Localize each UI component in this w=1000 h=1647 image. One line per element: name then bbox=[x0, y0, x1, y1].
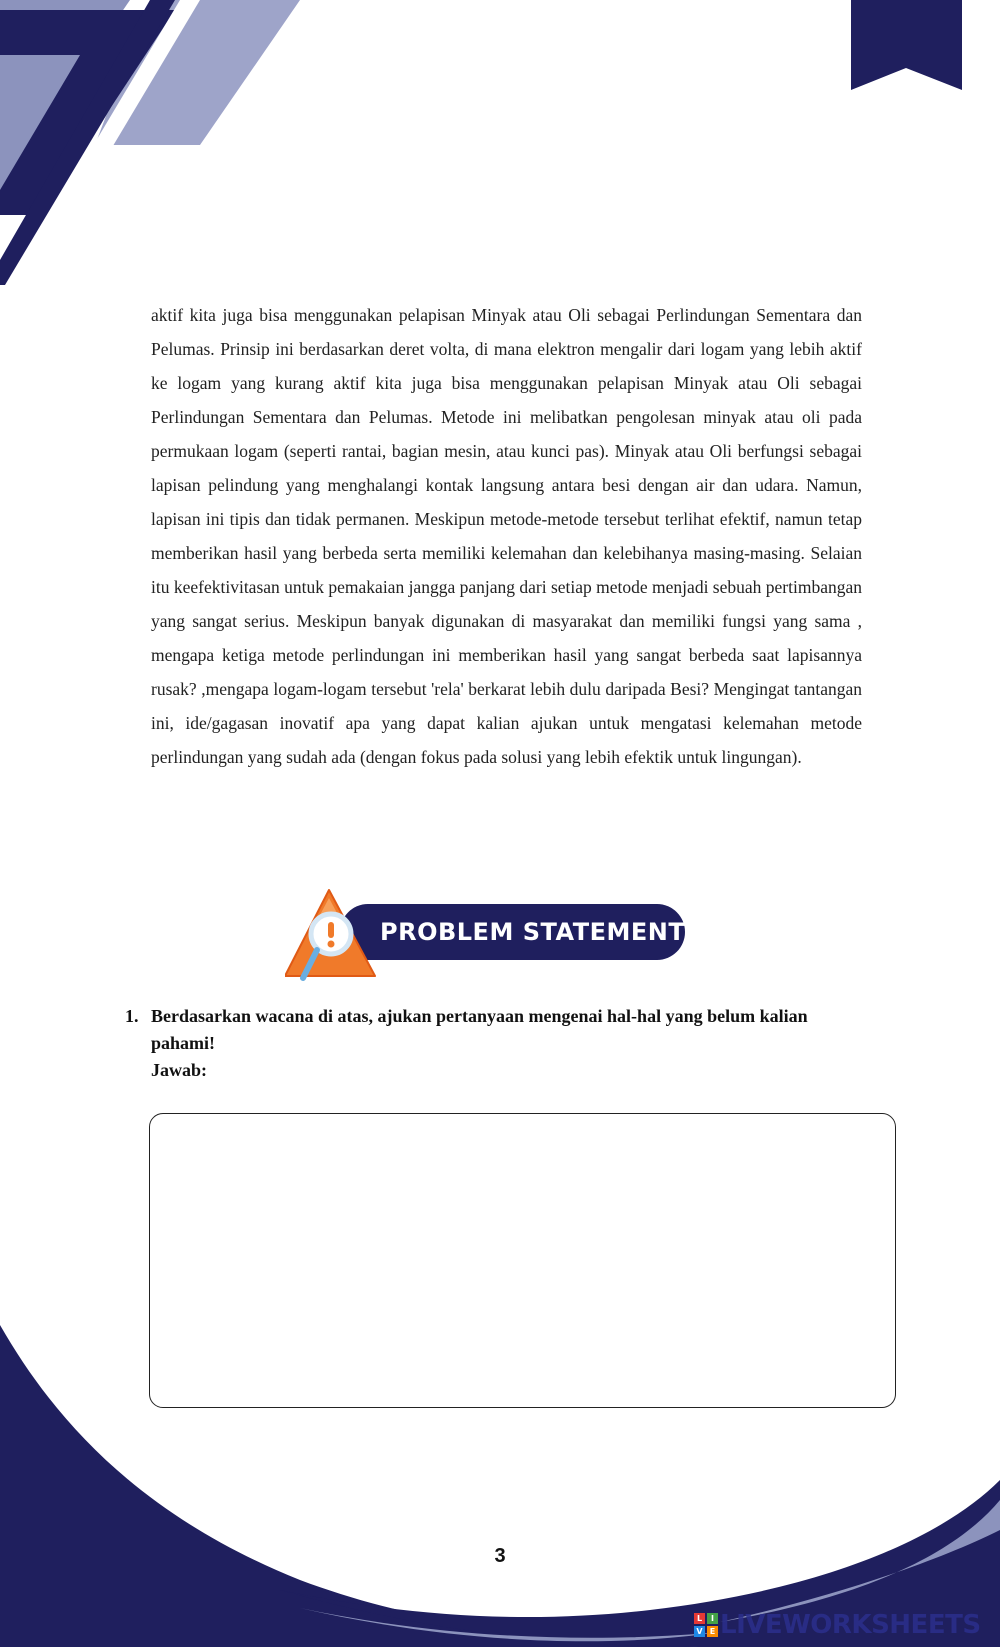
answer-label: Jawab: bbox=[151, 1060, 208, 1080]
body-paragraph: aktif kita juga bisa menggunakan pelapisan Minyak atau Oli sebagai Perlindungan Sementara dan Pelumas. Prinsip ini berdasarkan deret volta, di mana elektron mengalir dari logam yang lebih aktif ke logam yang kurang aktif kita juga bisa menggunakan pelapisan Minyak atau Oli sebagai Perlindungan Sementara dan Pelumas. Metode ini melibatkan pengolesan minyak atau oli pada permukaan logam (seperti rantai, bagian mesin, atau kunci pas). Minyak atau Oli berfungsi sebagai lapisan pelindung yang menghalangi kontak langsung antara besi dengan air dan udara. Namun, lapisan ini tipis dan tidak permanen. Meskipun metode-metode tersebut terlihat efektif, namun tetap memberikan hasil yang berbeda serta memiliki kelemahan dan kelebihanya masing-masing. Selaian itu keefektivitasan untuk pemakaian jangga panjang dari setiap metode menjadi sebuah pertimbangan yang sangat serius. Meskipun banyak digunakan di masyarakat dan memiliki fungsi yang sama , mengapa ketiga metode perlindungan ini memberikan hasil yang sangat berbeda saat lapisannya rusak? ,mengapa logam-logam tersebut 'rela' berkarat lebih dulu daripada Besi? Mengingat tantangan ini, ide/gagasan inovatif apa yang dapat kalian ajukan untuk mengatasi kelemahan metode perlindungan yang sudah ada (dengan fokus pada solusi yang lebih efektik untuk lingungan). bbox=[151, 305, 862, 767]
question-number: 1. bbox=[125, 1006, 139, 1026]
answer-textbox[interactable] bbox=[149, 1113, 896, 1408]
problem-statement-banner bbox=[285, 888, 705, 984]
page-number: 3 bbox=[494, 1545, 506, 1567]
section-title: PROBLEM STATEMENT bbox=[380, 918, 686, 946]
question-text: Berdasarkan wacana di atas, ajukan pertanyaan mengenai hal-hal yang belum kalian pahami! bbox=[151, 1006, 808, 1053]
logo-text: LIVEWORKSHEETS bbox=[720, 1610, 981, 1640]
logo-letter: V bbox=[694, 1626, 705, 1637]
liveworksheets-icon bbox=[694, 1613, 718, 1637]
logo-letter: E bbox=[707, 1626, 718, 1637]
logo-letter: I bbox=[707, 1613, 718, 1624]
logo-letter: L bbox=[694, 1613, 705, 1624]
